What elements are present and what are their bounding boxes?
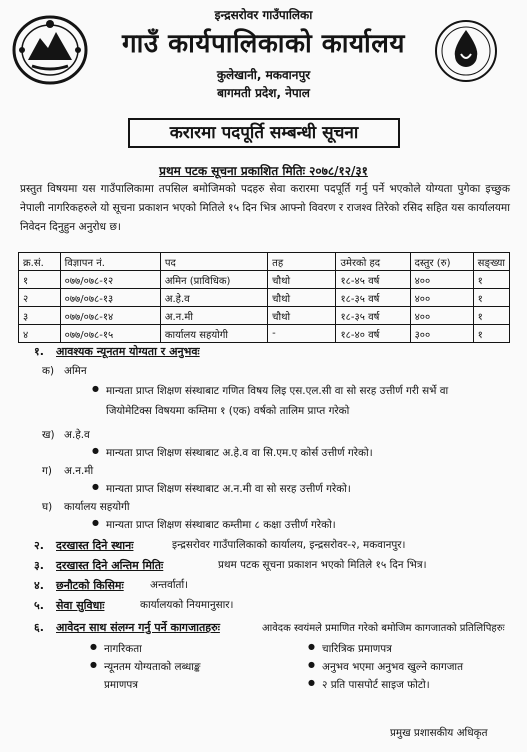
table-cell: - (268, 325, 336, 343)
table-cell: १८-३५ वर्ष (336, 289, 410, 307)
table-cell: कार्यालय सहयोगी (160, 325, 267, 343)
table-cell: १ (473, 307, 509, 325)
publication-date: प्रथम पटक सूचना प्रकाशित मितिः २०७८/१२/३१ (159, 164, 368, 178)
table-header-cell: तह (268, 253, 336, 271)
vacancy-table (18, 252, 510, 343)
section-4-text: अन्तर्वार्ता। (150, 579, 189, 591)
sub-b-label: ख) (42, 429, 55, 441)
doc-experience-document: ● अनुभव भएमा अनुभव खुल्ने कागजात (322, 660, 463, 674)
sub-c-name: अ.न.मी (64, 465, 94, 477)
intro-paragraph: प्रस्तुत विषयमा यस गाउँपालिकामा तपसिल बमोजिमको पदहरु सेवा करारमा पदपूर्ति गर्नु पर्ने भएकोले योग्यता पुगेका इच्छुक नेपाली नागरिकहरुले यो सूचना प्रकाशन भएको मितिले १५ दिन भित्र आफ्नो विवरण र राजश्व तिरेको रसिद सहित यस कार्यालयमा निवेदन दिनुहुन अनुरोध छ। (20, 183, 510, 233)
table-cell: अ.न.मी (160, 307, 267, 325)
section-6-text: आवेदक स्वयंमले प्रमाणित गरेको बमोजिम कागजातको प्रतिलिपिहरुः (262, 623, 505, 634)
doc-certificate: प्रमाणपत्र (104, 679, 138, 691)
table-cell: ४ (19, 325, 61, 343)
table-header-row (19, 253, 510, 271)
table-cell: १८-३५ वर्ष (336, 307, 410, 325)
office-location: कुलेखानी, मकवानपुर (216, 68, 311, 82)
section-3-title: दरखास्त दिने अन्तिम मितिः (56, 559, 164, 572)
sub-a-requirement-line-1: ● मान्यता प्राप्त शिक्षण संस्थाबाट गणित विषय लिइ एस.एल.सी वा सो सरह उत्तीर्ण गरी सर्भे वा (106, 384, 512, 398)
sub-d-requirement: ● मान्यता प्राप्त शिक्षण संस्थाबाट कम्तीमा ८ कक्षा उत्तीर्ण गरेको। (106, 518, 336, 532)
section-6-title: आवेदन साथ संलग्न गर्नु पर्ने कागजातहरुः (56, 621, 220, 634)
doc-passport-photos: ● २ प्रति पासपोर्ट साइज फोटो। (322, 678, 430, 692)
table-cell: ३ (19, 307, 61, 325)
sub-b-requirement: ● मान्यता प्राप्त शिक्षण संस्थाबाट अ.हे.व वा सि.एम.ए कोर्स उत्तीर्ण गरेको। (106, 446, 373, 460)
table-cell: ४०० (410, 271, 473, 289)
table-cell: २ (19, 289, 61, 307)
province-country: बागमती प्रदेश, नेपाल (217, 86, 310, 100)
sub-a-label: क) (42, 365, 55, 377)
office-title: गाउँ कार्यपालिकाको कार्यालय (122, 29, 405, 59)
table-cell: चौथो (268, 289, 336, 307)
table-row (19, 325, 510, 343)
table-cell: १ (473, 289, 509, 307)
table-header-cell: पद (160, 253, 267, 271)
table-cell: १ (473, 325, 509, 343)
section-3-text: प्रथम पटक सूचना प्रकाशन भएको मितिले १५ दिन भित्र। (218, 559, 427, 571)
table-cell: १८-४५ वर्ष (336, 271, 410, 289)
sub-c-label: ग) (42, 465, 52, 477)
doc-min-qualification-marksheet: ● न्यूनतम योग्यताको लब्धाङ्क (104, 660, 201, 674)
table-cell: ४०० (410, 307, 473, 325)
table-header-cell: सङ्ख्या (473, 253, 509, 271)
table-cell: चौथो (268, 307, 336, 325)
sub-a-name: अमिन (64, 365, 87, 377)
sub-b-name: अ.हे.व (64, 429, 90, 441)
section-1-title: आवश्यक न्यूनतम योग्यता र अनुभवः (56, 345, 200, 358)
table-cell: १ (473, 271, 509, 289)
table-cell: ३०० (410, 325, 473, 343)
table-cell: ०७७/०७८-१३ (60, 289, 160, 307)
table-header-cell: विज्ञापन नं. (60, 253, 160, 271)
table-cell: अमिन (प्राविधिक) (160, 271, 267, 289)
table-cell: ०७७/०७८-१२ (60, 271, 160, 289)
table-cell: ०७७/०७८-१५ (60, 325, 160, 343)
table-cell: १८-४० वर्ष (336, 325, 410, 343)
section-5-number: ५. (34, 599, 44, 612)
table-cell: १ (19, 271, 61, 289)
sub-d-name: कार्यालय सहयोगी (64, 501, 130, 513)
section-1-number: १. (34, 345, 44, 358)
table-header-cell: उमेरको हद (336, 253, 410, 271)
table-header-cell: दस्तुर (रु) (410, 253, 473, 271)
section-6-number: ६. (34, 621, 44, 634)
table-cell: अ.हे.व (160, 289, 267, 307)
table-cell: ०७७/०७८-१४ (60, 307, 160, 325)
sub-c-requirement: ● मान्यता प्राप्त शिक्षण संस्थाबाट अ.न.मी वा सो सरह उत्तीर्ण गरेको। (106, 482, 351, 496)
doc-character-certificate: ● चारित्रिक प्रमाणपत्र (322, 642, 392, 656)
section-4-number: ४. (34, 579, 44, 592)
sub-a-requirement-line-2: जियोमेटिक्स विषयमा कम्तिमा १ (एक) वर्षको तालिम प्राप्त गरेको (106, 405, 350, 417)
signature-title: प्रमुख प्रशासकीय अधिकृत (390, 727, 488, 739)
section-2-text: इन्द्रसरोवर गाउँपालिकाको कार्यालय, इन्द्रसरोवर-२, मकवानपुर। (172, 539, 406, 551)
section-4-title: छनौटको किसिमः (56, 579, 124, 592)
table-header-cell: क्र.सं. (19, 253, 61, 271)
table-cell: ४०० (410, 289, 473, 307)
notice-banner: करारमा पदपूर्ति सम्बन्धी सूचना (128, 118, 400, 148)
section-5-text: कार्यालयको नियमानुसार। (140, 599, 234, 611)
section-2-title: दरखास्त दिने स्थानः (56, 539, 134, 552)
table-row (19, 307, 510, 325)
section-3-number: ३. (34, 559, 44, 572)
section-2-number: २. (34, 539, 44, 552)
sub-d-label: घ) (42, 501, 53, 513)
table-row (19, 271, 510, 289)
table-cell: चौथो (268, 271, 336, 289)
table-row (19, 289, 510, 307)
municipality-name: इन्द्रसरोवर गाउँपालिका (214, 8, 313, 22)
doc-citizenship: ● नागरिकता (104, 642, 142, 656)
section-5-title: सेवा सुविधाः (56, 599, 105, 612)
